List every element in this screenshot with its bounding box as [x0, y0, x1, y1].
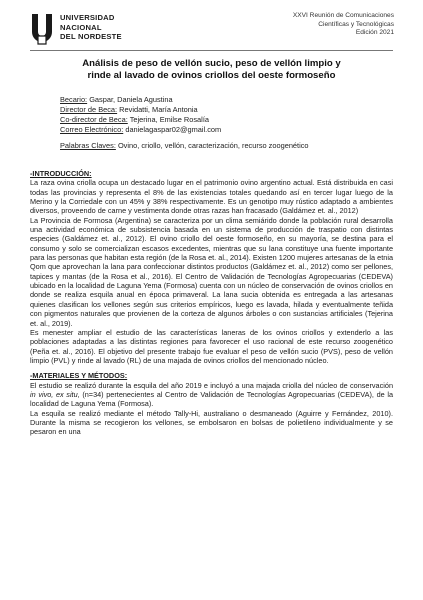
methods-p1-text-a: El estudio se realizó durante la esquila del año 2019 e incluyó a una majada criolla del núcleo de conservación: [30, 380, 393, 390]
methods-paragraph-1: [30, 381, 393, 409]
becario-value: Gaspar, Daniela Agustina: [89, 95, 173, 104]
event-edition: Edición 2021: [355, 29, 394, 37]
director-value: Revidatti, María Antonia: [119, 105, 198, 114]
university-line-3: DEL NORDESTE: [60, 32, 122, 42]
keywords-row: [60, 141, 390, 151]
university-name: [60, 13, 122, 42]
event-line-1: XXVI Reunión de Comunicaciones: [292, 12, 394, 19]
university-line-2: NACIONAL: [60, 22, 102, 32]
title-line-2: rinde al lavado de ovinos criollos del oeste formoseño: [87, 69, 336, 81]
intro-paragraph-1: La raza ovina criolla ocupa un destacado lugar en el patrimonio ovino argentino actual. Está distribuida en casi todas las provincias y representa el 8% de las existencias totales quedando así en tercer lugar luego de la Merino y la Corriedale con un 45% y 38% respectivamente. Es un genotipo muy rústico adaptado a ambientes diversos, proveendo de carne y vestimenta donde otras razas han fracasado (Galdámez et. al., 2012): [30, 178, 393, 216]
becario-row: [60, 95, 390, 105]
title-line-1: Análisis de peso de vellón sucio, peso de vellón limpio y: [82, 58, 341, 69]
becario-label: Becario:: [60, 95, 88, 104]
author-info: [60, 95, 390, 151]
codirector-label: Co-director de Beca:: [60, 115, 128, 124]
director-label: Director de Beca:: [60, 105, 118, 114]
director-row: [60, 105, 390, 115]
paper-body: [30, 169, 393, 437]
keywords-value: Ovino, criollo, vellón, caracterización, recurso zoogenético: [117, 141, 309, 150]
intro-paragraph-3: Es menester ampliar el estudio de las características laneras de los ovinos criollos y extenderlo a las poblaciones adaptadas a las distintas regiones para favorecer el uso racional de este recurso zoogenético (Peña et. al., 2016). El objetivo del presente trabajo fue evaluar el peso de vellón sucio (PVS), peso de vellón limpio (PVL) y rinde al lavado (RL) de una majada de ovinos criollos del mencionado núcleo.: [30, 327, 393, 365]
methods-heading: -MATERIALES Y MÉTODOS:: [30, 371, 128, 381]
email-value: danielagaspar02@gmail.com: [125, 125, 222, 134]
methods-p1-text-b: , (n=34) pertenecientes al Centro de Validación de Tecnologías Agropecuarias (CEDEVA), de la localidad de Laguna Yema (Formosa).: [30, 389, 393, 409]
paper-title: [50, 58, 373, 81]
email-row: [60, 125, 390, 135]
unne-logo-icon: [30, 12, 54, 46]
methods-p1-italic: in vivo, ex situ: [30, 389, 78, 399]
event-info: [293, 12, 394, 38]
email-label: Correo Electrónico:: [60, 125, 124, 134]
university-logo: [30, 12, 230, 48]
university-line-1: UNIVERSIDAD: [60, 13, 115, 22]
intro-heading: -INTRODUCCIÓN:: [30, 169, 92, 178]
intro-paragraph-2: La Provincia de Formosa (Argentina) se caracteriza por un clima semiárido donde la población rural desarrolla una actividad económica de subsistencia basada en un sistema de producción de traspatio con distintas especies (Galdámez et. al., 2012). El ovino criollo del oeste formoseño, en su mayoría, se destina para el consumo y solo se comercializan escasos excedentes, mientras que su lana constituye una fuente importante para las personas que habitan esta región (de la Rosa et. al., 2014). Existen 1200 mujeres artesanas de la etnia Qom que aprovechan la lana para confeccionar distintos productos (Galdámez et. al., 2012) como ser pellones, tapices y mantas (de la Rosa et al., 2016). El Centro de Validación de Tecnologías Agropecuarias (CEDEVA) ubicado en la localidad de Laguna Yema (Formosa) cuenta con un núcleo de conservación de ovinos criollos en donde se realiza esquila anual en época primaveral. La lana sucia obtenida es entregada a las artesanas quienes clasifican los vellones según sus criterios empíricos, luego es lavada, hilada y eventualmente teñida con pigmentos naturales que provienen de la corteza de algunos árboles o con sustancias artificiales (Tejerina et. al., 2019).: [30, 215, 393, 328]
event-line-2: Científicas y Tecnológicas: [318, 20, 394, 28]
codirector-value: Tejerina, Emilse Rosalía: [129, 115, 209, 124]
codirector-row: [60, 115, 390, 125]
methods-paragraph-2: La esquila se realizó mediante el método Tally-Hi, australiano o desmaneado (Aguirre y Fernández, 2010). Durante la misma se recogieron los vellones, se embolsaron en bolsas de polietileno individualmente y se pesaron en una: [30, 408, 393, 437]
keywords-label: Palabras Claves:: [60, 141, 116, 150]
header-divider: [30, 50, 393, 51]
